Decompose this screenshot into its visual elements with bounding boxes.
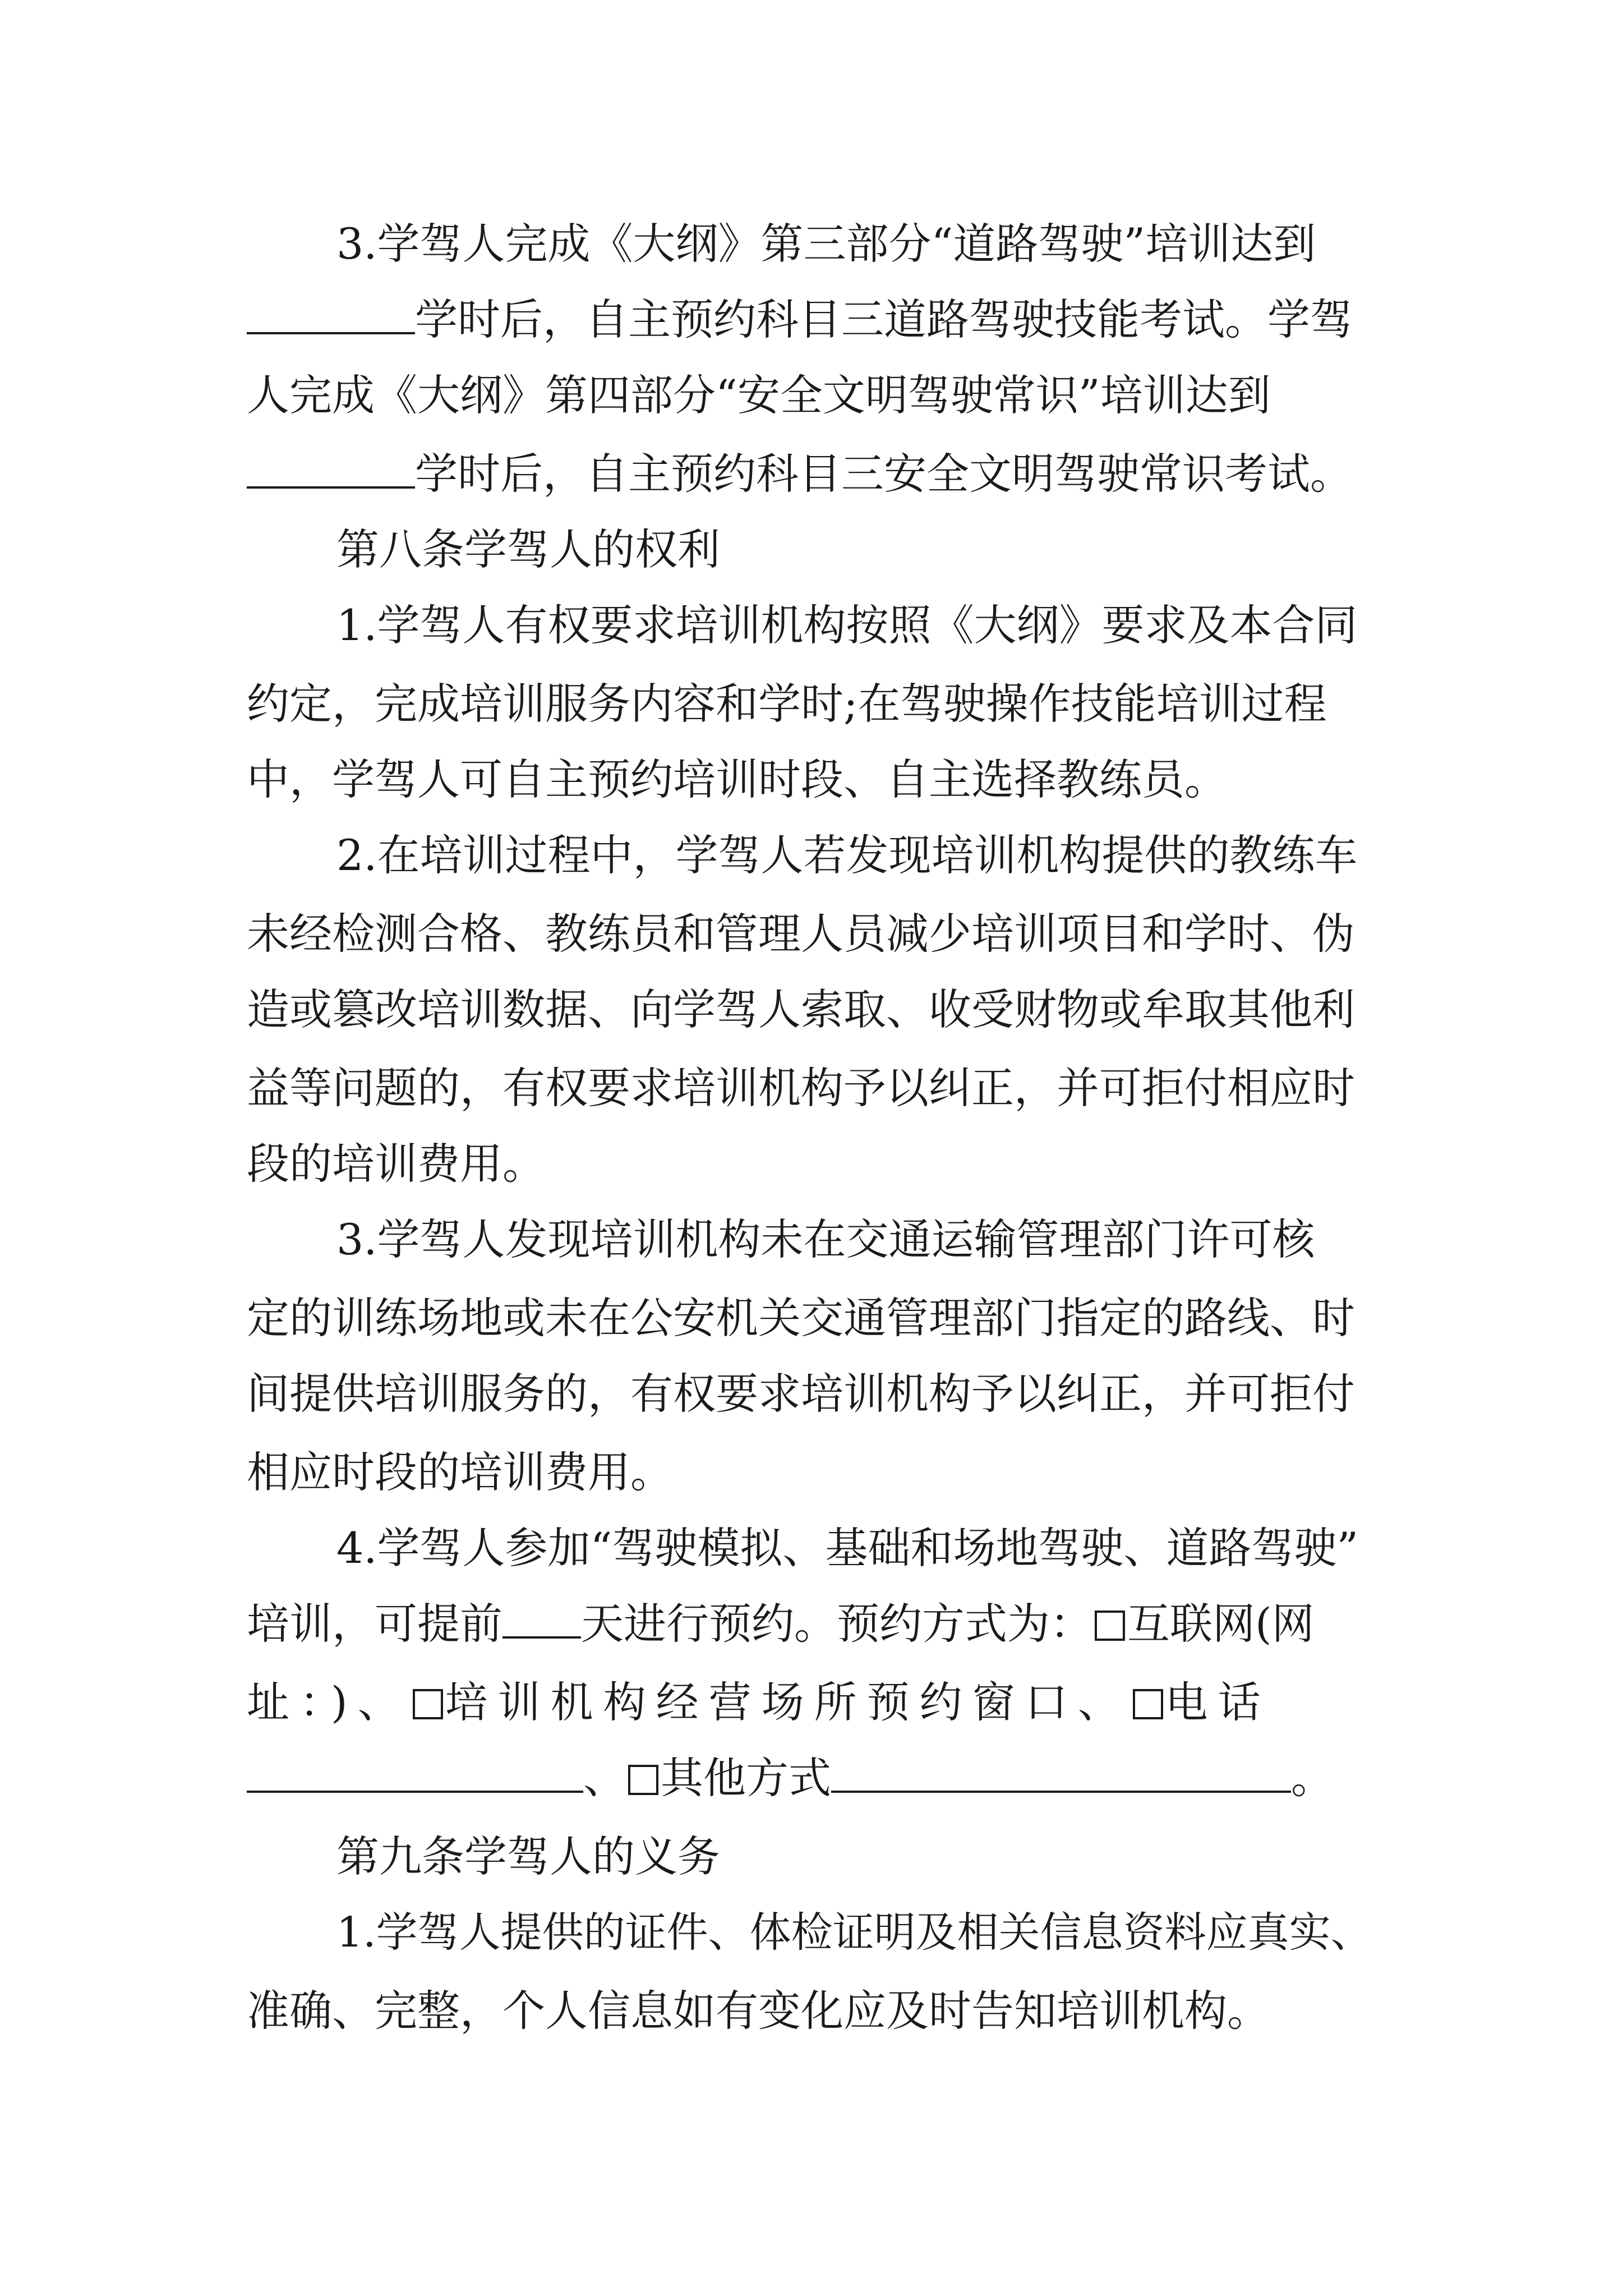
article-8-item-3-line-3	[247, 1363, 1380, 1425]
clause-7-item-3-line-3	[247, 365, 1380, 426]
clause-7-item-3-line-4	[247, 443, 1380, 505]
text: 益等问题的，有权要求培训机构予以纠正，并可拒付相应时	[247, 1063, 1355, 1113]
article-8-item-1-line-3	[247, 749, 1380, 811]
text: 2.在培训过程中，学驾人若发现培训机构提供的教练车	[336, 830, 1358, 880]
checkbox-office-window[interactable]	[413, 1689, 443, 1719]
article-8-item-1-line-2	[247, 673, 1380, 735]
article-8-item-3-line-2	[247, 1287, 1380, 1349]
text: 3.学驾人完成《大纲》第三部分“道路驾驶”培训达到	[336, 219, 1316, 269]
article-8-item-2-line-4	[247, 1057, 1380, 1119]
article-8-item-2-line-1	[336, 825, 1380, 886]
article-8-item-3-line-1	[336, 1209, 1380, 1271]
text: 址：)、	[247, 1677, 411, 1727]
text: 互联网(网	[1127, 1599, 1315, 1649]
article-8-item-2-line-5	[247, 1133, 1380, 1195]
text: 培训机构经营场所预约窗口、	[445, 1677, 1131, 1727]
article-8-item-2-line-2	[247, 903, 1380, 965]
text: 第九条学驾人的义务	[336, 1832, 720, 1881]
text: 学时后，自主预约科目三安全文明驾驶常识考试。	[415, 449, 1353, 499]
text: 天进行预约。预约方式为：	[581, 1599, 1092, 1649]
text: 间提供培训服务的，有权要求培训机构予以纠正，并可拒付	[247, 1369, 1355, 1419]
article-9-heading	[336, 1826, 1380, 1888]
text: 、	[583, 1753, 626, 1803]
text: 培训，可提前	[247, 1599, 502, 1649]
article-8-item-4-line-1	[336, 1517, 1380, 1579]
clause-7-item-3-line-2	[247, 289, 1380, 351]
checkbox-internet[interactable]	[1095, 1611, 1125, 1641]
text: 人完成《大纲》第四部分“安全文明驾驶常识”培训达到	[247, 370, 1271, 420]
text: 定的训练场地或未在公安机关交通管理部门指定的路线、时	[247, 1293, 1355, 1343]
checkbox-other-method[interactable]	[628, 1765, 658, 1795]
fill-blank-days-ahead[interactable]	[502, 1595, 581, 1639]
article-8-item-2-line-3	[247, 979, 1380, 1041]
text: 学时后，自主预约科目三道路驾驶技能考试。学驾	[415, 295, 1353, 344]
fill-blank-other-method[interactable]	[831, 1749, 1291, 1793]
text: 4.学驾人参加“驾驶模拟、基础和场地驾驶、道路驾驶”	[336, 1523, 1359, 1573]
text: 其他方式	[661, 1753, 831, 1803]
article-8-item-1-line-1	[336, 595, 1380, 656]
text: 约定，完成培训服务内容和学时;在驾驶操作技能培训过程	[247, 679, 1327, 729]
text: 段的培训费用。	[247, 1139, 545, 1189]
fill-blank-hours-road[interactable]	[247, 291, 415, 334]
text: 造或篡改培训数据、向学驾人索取、收受财物或牟取其他利	[247, 984, 1355, 1034]
text: 。	[1291, 1753, 1334, 1803]
article-9-item-1-line-1	[336, 1902, 1380, 1963]
article-8-item-3-line-4	[247, 1442, 1380, 1503]
text: 3.学驾人发现培训机构未在交通运输管理部门许可核	[336, 1214, 1315, 1264]
text: 未经检测合格、教练员和管理人员减少培训项目和学时、伪	[247, 909, 1355, 959]
text: 相应时段的培训费用。	[247, 1447, 673, 1497]
clause-7-item-3-line-1	[336, 213, 1380, 275]
text: 中，学驾人可自主预约培训时段、自主选择教练员。	[247, 754, 1227, 804]
text: 1.学驾人提供的证件、体检证明及相关信息资料应真实、	[336, 1908, 1372, 1957]
checkbox-phone[interactable]	[1133, 1689, 1163, 1719]
text: 第八条学驾人的权利	[336, 524, 720, 574]
text: 准确、完整，个人信息如有变化应及时告知培训机构。	[247, 1986, 1270, 2036]
fill-blank-phone[interactable]	[247, 1749, 583, 1793]
text: 电话	[1165, 1677, 1271, 1727]
article-9-item-1-line-2	[247, 1980, 1380, 2042]
article-8-item-4-line-4	[247, 1747, 1380, 1809]
article-8-item-4-line-3	[247, 1672, 1380, 1733]
article-8-item-4-line-2	[247, 1593, 1380, 1655]
fill-blank-hours-safety[interactable]	[247, 445, 415, 489]
text: 1.学驾人有权要求培训机构按照《大纲》要求及本合同	[336, 600, 1358, 650]
article-8-heading	[336, 519, 1380, 581]
